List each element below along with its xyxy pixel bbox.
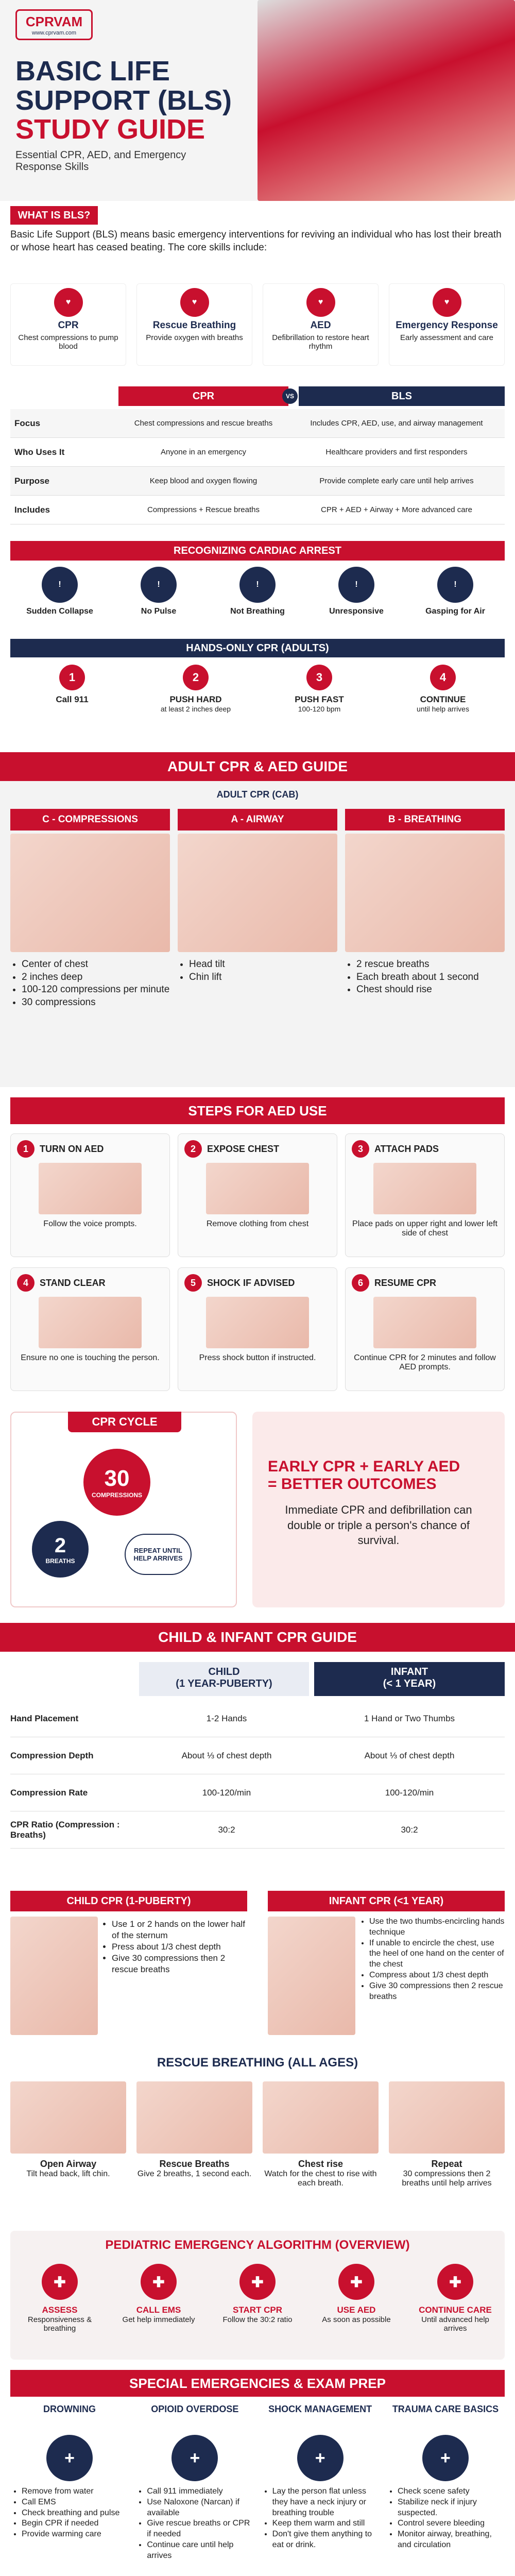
- cab-item: • Head tilt: [189, 958, 337, 971]
- step-number: 3: [306, 665, 332, 690]
- skill-title: Emergency Response: [396, 320, 498, 331]
- skill-card: [389, 283, 505, 366]
- special-item: • Give rescue breaths or CPR if needed: [147, 2518, 254, 2540]
- special-column: [261, 2404, 380, 2562]
- infantcpr-item: • Give 30 compressions then 2 rescue breaths: [369, 1981, 505, 2003]
- arrest-sign: [310, 567, 403, 616]
- special-item: • Begin CPR if needed: [22, 2518, 129, 2529]
- rescue-step: [10, 2081, 126, 2188]
- hands-only-step: [139, 665, 252, 713]
- peds-step: [411, 2264, 499, 2333]
- child-value: 100-120/min: [202, 1787, 251, 1798]
- what-is-bls: [0, 206, 515, 376]
- brand-logo: [15, 9, 93, 40]
- brand-name: CPRVAM: [25, 13, 83, 29]
- aed-step-desc: Place pads on upper right and lower left side of chest: [352, 1219, 497, 1238]
- aed-step-photo: [39, 1163, 142, 1214]
- peds-desc: Responsiveness & breathing: [27, 2315, 92, 2333]
- skill-desc: Defibrillation to restore heart rhythm: [272, 333, 369, 351]
- bls-definition: Basic Life Support (BLS) means basic emergency interventions for reviving an individual who has lost their breath or whose heart has ceased beating. The core skills include:: [10, 229, 502, 253]
- cab-photo: [345, 834, 505, 952]
- skill-card: [10, 283, 126, 366]
- cab-item: • Chin lift: [189, 971, 337, 984]
- child-infant-cpr: [0, 1891, 515, 2045]
- compare-label: Who Uses It: [14, 447, 65, 457]
- step-desc: at least 2 inches deep: [160, 705, 231, 713]
- section-heading: HANDS-ONLY CPR (ADULTS): [10, 639, 505, 657]
- sign-label: Unresponsive: [329, 607, 384, 616]
- compare-row: [10, 409, 505, 438]
- rescue-step: [136, 2081, 252, 2188]
- rescue-desc: 30 compressions then 2 breaths until help arrives: [402, 2170, 492, 2188]
- child-row: [10, 1737, 505, 1774]
- child-row-label: CPR Ratio (Compression : Breaths): [10, 1819, 120, 1840]
- special-item: • Remove from water: [22, 2486, 129, 2497]
- childcpr-item: • Press about 1/3 chest depth: [112, 1941, 247, 1953]
- aed-step: [345, 1267, 505, 1391]
- childcpr-item: • Give 30 compressions then 2 rescue breaths: [112, 1953, 247, 1975]
- hands-only-cpr: [0, 639, 515, 742]
- special-icon: +: [46, 2435, 93, 2481]
- cab-column: [345, 809, 505, 1009]
- skill-title: CPR: [58, 320, 79, 331]
- cab-list: [345, 958, 505, 996]
- aed-step-head: [17, 1140, 163, 1158]
- pediatric-algorithm: [0, 2231, 515, 2365]
- peds-title: USE AED: [337, 2305, 376, 2315]
- special-icon: +: [171, 2435, 218, 2481]
- section-heading: SPECIAL EMERGENCIES & EXAM PREP: [10, 2370, 505, 2397]
- peds-step: [214, 2264, 301, 2333]
- section-heading: CHILD & INFANT CPR GUIDE: [0, 1623, 515, 1652]
- cab-list: [178, 958, 337, 984]
- outcomes-callout: EARLY CPR + EARLY AED = BETTER OUTCOMES Immediate CPR and defibrillation can double or triple a person's chance of survival.: [252, 1412, 505, 1607]
- child-value: 1-2 Hands: [206, 1713, 247, 1723]
- special-item: • Control severe bleeding: [398, 2518, 505, 2529]
- breaths-circle: 2 BREATHS: [32, 1521, 89, 1578]
- section-heading: RESCUE BREATHING (ALL AGES): [157, 2056, 358, 2070]
- hands-only-step: [386, 665, 500, 713]
- aed-step-title: RESUME CPR: [374, 1277, 437, 1288]
- cab-item: • Center of chest: [22, 958, 170, 971]
- cab-label: ADULT CPR (CAB): [216, 789, 299, 800]
- peds-icon: ✚: [239, 2264, 276, 2300]
- aed-step-head: [184, 1140, 331, 1158]
- aed-step-desc: Ensure no one is touching the person.: [21, 1353, 160, 1362]
- child-cpr-photo: [10, 1917, 98, 2035]
- step-number: 2: [184, 1140, 202, 1158]
- adult-cpr-guide: [0, 752, 515, 1087]
- repeat-badge: REPEAT UNTIL HELP ARRIVES: [125, 1534, 192, 1575]
- step-number: 1: [59, 665, 85, 690]
- compare-bls: CPR + AED + Airway + More advanced care: [321, 505, 472, 514]
- rescue-breathing: [0, 2056, 515, 2226]
- aed-step-title: STAND CLEAR: [40, 1277, 106, 1288]
- compare-row: [10, 467, 505, 496]
- child-row-label: Hand Placement: [10, 1713, 79, 1723]
- cab-title: A - AIRWAY: [178, 809, 337, 831]
- peds-title: ASSESS: [42, 2305, 78, 2315]
- infant-cpr-heading: INFANT CPR (<1 YEAR): [268, 1891, 505, 1911]
- special-title: SHOCK MANAGEMENT: [268, 2404, 372, 2414]
- special-icon: +: [297, 2435, 344, 2481]
- compare-bls: Includes CPR, AED, use, and airway management: [310, 419, 483, 428]
- aed-step-title: EXPOSE CHEST: [207, 1143, 280, 1154]
- compare-cpr: Chest compressions and rescue breaths: [134, 419, 273, 428]
- aed-step: [178, 1133, 337, 1257]
- special-list: [10, 2486, 129, 2540]
- section-heading: STEPS FOR AED USE: [10, 1097, 505, 1124]
- section-heading: RECOGNIZING CARDIAC ARREST: [10, 541, 505, 561]
- rescue-desc: Give 2 breaths, 1 second each.: [137, 2170, 252, 2178]
- peds-icon: ✚: [42, 2264, 78, 2300]
- step-number: 5: [184, 1274, 202, 1292]
- special-item: • Don't give them anything to eat or drink.: [272, 2529, 380, 2551]
- sign-icon: !: [42, 567, 78, 603]
- brand-site: www.cprvam.com: [31, 29, 77, 36]
- special-list: [135, 2486, 254, 2562]
- sign-label: Gasping for Air: [425, 607, 485, 616]
- special-item: • Stabilize neck if injury suspected.: [398, 2497, 505, 2519]
- cab-item: • 2 rescue breaths: [356, 958, 505, 971]
- section-heading: ADULT CPR & AED GUIDE: [0, 752, 515, 781]
- rescue-photo: [389, 2081, 505, 2154]
- peds-title: CONTINUE CARE: [419, 2305, 492, 2315]
- child-value: About ⅓ of chest depth: [181, 1750, 272, 1760]
- cab-column: [178, 809, 337, 1009]
- cab-item: • 100-120 compressions per minute: [22, 984, 170, 996]
- childcpr-item: • Use 1 or 2 hands on the lower half of the sternum: [112, 1919, 247, 1941]
- skill-icon: ♥: [306, 288, 335, 317]
- cab-title: B - BREATHING: [345, 809, 505, 831]
- arrest-sign: [112, 567, 205, 616]
- skill-title: Rescue Breathing: [152, 320, 236, 331]
- step-number: 3: [352, 1140, 369, 1158]
- aed-step-head: [352, 1274, 498, 1292]
- rescue-photo: [136, 2081, 252, 2154]
- sign-icon: !: [437, 567, 473, 603]
- aed-step-photo: [373, 1297, 476, 1348]
- cab-column: [10, 809, 170, 1009]
- hands-only-step: [263, 665, 376, 713]
- infant-cpr-photo: [268, 1917, 355, 2035]
- skill-icon: ♥: [54, 288, 83, 317]
- special-item: • Call 911 immediately: [147, 2486, 254, 2497]
- compare-cpr: Anyone in an emergency: [161, 448, 246, 456]
- step-desc: 100-120 bpm: [298, 705, 341, 713]
- infantcpr-item: • Use the two thumbs-encircling hands technique: [369, 1917, 505, 1938]
- rescue-photo: [10, 2081, 126, 2154]
- child-row-label: Compression Depth: [10, 1750, 94, 1760]
- peds-desc: Get help immediately: [122, 2315, 195, 2324]
- aed-step: [10, 1133, 170, 1257]
- arrest-sign: [211, 567, 304, 616]
- rescue-step: [263, 2081, 379, 2188]
- aed-step-desc: Follow the voice prompts.: [43, 1219, 137, 1228]
- peds-title: CALL EMS: [136, 2305, 181, 2315]
- aed-step-desc: Continue CPR for 2 minutes and follow AED prompts.: [354, 1353, 496, 1371]
- cycle-card: [10, 1412, 237, 1607]
- cab-item: • 2 inches deep: [22, 971, 170, 984]
- compare-label: Focus: [14, 418, 41, 428]
- step-title: PUSH FAST: [295, 694, 344, 704]
- special-item: • Provide warming care: [22, 2529, 129, 2540]
- aed-step-desc: Remove clothing from chest: [206, 1219, 309, 1228]
- infantcpr-item: • If unable to encircle the chest, use the heel of one hand on the center of the chest: [369, 1938, 505, 1970]
- special-column: [386, 2404, 505, 2562]
- sign-label: No Pulse: [141, 607, 177, 616]
- aed-step-photo: [373, 1163, 476, 1214]
- sign-label: Sudden Collapse: [26, 607, 93, 616]
- special-item: • Continue care until help arrives: [147, 2540, 254, 2562]
- sign-icon: !: [239, 567, 276, 603]
- special-item: • Lay the person flat unless they have a neck injury or breathing trouble: [272, 2486, 380, 2518]
- rescue-desc: Tilt head back, lift chin.: [26, 2170, 110, 2178]
- cab-photo: [178, 834, 337, 952]
- rescue-photo: [263, 2081, 379, 2154]
- aed-step-title: TURN ON AED: [40, 1143, 104, 1154]
- step-number: 4: [17, 1274, 35, 1292]
- aed-step-photo: [206, 1297, 309, 1348]
- aed-step-head: [184, 1274, 331, 1292]
- infant-value: About ⅓ of chest depth: [364, 1750, 455, 1760]
- aed-step: [178, 1267, 337, 1391]
- page-subtitle: Essential CPR, AED, and Emergency Response Skills: [15, 149, 186, 173]
- child-row: [10, 1774, 505, 1811]
- peds-desc: As soon as possible: [322, 2315, 391, 2324]
- step-number: 4: [430, 665, 456, 690]
- aed-step-title: ATTACH PADS: [374, 1143, 439, 1154]
- rescue-title: Repeat: [431, 2159, 462, 2169]
- compare-bls: Healthcare providers and first responders: [325, 448, 468, 456]
- infantcpr-item: • Compress about 1/3 chest depth: [369, 1970, 505, 1981]
- aed-step-title: SHOCK IF ADVISED: [207, 1277, 295, 1288]
- child-col-header: CHILD (1 YEAR-PUBERTY): [139, 1662, 309, 1696]
- skill-icon: ♥: [433, 288, 461, 317]
- child-row: [10, 1700, 505, 1737]
- peds-desc: Follow the 30:2 ratio: [222, 2315, 293, 2324]
- hero-cpr-photo: [258, 0, 515, 201]
- special-item: • Keep them warm and still: [272, 2518, 380, 2529]
- header: [0, 0, 515, 201]
- compare-cpr: Keep blood and oxygen flowing: [149, 477, 258, 485]
- aed-step-photo: [39, 1297, 142, 1348]
- compare-label: Includes: [14, 504, 50, 515]
- peds-icon: ✚: [338, 2264, 374, 2300]
- cab-item: • Chest should rise: [356, 984, 505, 996]
- skill-title: AED: [310, 320, 331, 331]
- sign-icon: !: [338, 567, 374, 603]
- special-title: DROWNING: [43, 2404, 96, 2414]
- aed-step-head: [17, 1274, 163, 1292]
- sign-icon: !: [141, 567, 177, 603]
- special-emergencies: [0, 2370, 515, 2576]
- child-cpr-heading: CHILD CPR (1-PUBERTY): [10, 1891, 247, 1911]
- rescue-desc: Watch for the chest to rise with each breath.: [264, 2170, 377, 2188]
- special-title: OPIOID OVERDOSE: [151, 2404, 239, 2414]
- rescue-step: [389, 2081, 505, 2188]
- peds-step: [16, 2264, 104, 2333]
- peds-step: [313, 2264, 400, 2333]
- peds-desc: Until advanced help arrives: [421, 2315, 489, 2333]
- cpr-column-header: CPR: [118, 386, 288, 406]
- peds-icon: ✚: [141, 2264, 177, 2300]
- section-heading: PEDIATRIC EMERGENCY ALGORITHM (OVERVIEW): [105, 2238, 410, 2252]
- special-list: [386, 2486, 505, 2551]
- peds-icon: ✚: [437, 2264, 473, 2300]
- aed-steps: [0, 1097, 515, 1406]
- special-item: • Check scene safety: [398, 2486, 505, 2497]
- infant-value: 100-120/min: [385, 1787, 434, 1798]
- child-row: [10, 1811, 505, 1849]
- compare-bls: Provide complete early care until help arrives: [319, 477, 474, 485]
- step-number: 2: [183, 665, 209, 690]
- compare-cpr: Compressions + Rescue breaths: [147, 505, 260, 514]
- special-icon: +: [422, 2435, 469, 2481]
- bls-column-header: BLS: [299, 386, 505, 406]
- rescue-title: Chest rise: [298, 2159, 344, 2169]
- infant-col-header: INFANT (< 1 YEAR): [314, 1662, 505, 1696]
- rescue-title: Open Airway: [40, 2159, 97, 2169]
- special-item: • Use Naloxone (Narcan) if available: [147, 2497, 254, 2519]
- compare-row: [10, 496, 505, 524]
- child-row-label: Compression Rate: [10, 1787, 88, 1798]
- skill-card: [136, 283, 252, 366]
- compare-label: Purpose: [14, 476, 50, 486]
- rescue-title: Rescue Breaths: [159, 2159, 230, 2169]
- sign-label: Not Breathing: [230, 607, 285, 616]
- cardiac-arrest-signs: [0, 541, 515, 634]
- aed-step: [10, 1267, 170, 1391]
- skill-desc: Early assessment and care: [400, 333, 493, 342]
- special-item: • Call EMS: [22, 2497, 129, 2508]
- skill-icon: ♥: [180, 288, 209, 317]
- step-number: 1: [17, 1140, 35, 1158]
- aed-step-photo: [206, 1163, 309, 1214]
- child-value: 30:2: [218, 1824, 235, 1835]
- cab-list: [10, 958, 170, 1009]
- step-title: Call 911: [56, 694, 89, 704]
- section-heading: WHAT IS BLS?: [10, 206, 98, 225]
- compressions-circle: 30 COMPRESSIONS: [83, 1449, 150, 1516]
- peds-title: START CPR: [232, 2305, 282, 2315]
- page-title: BASIC LIFE SUPPORT (BLS) STUDY GUIDE: [15, 56, 232, 145]
- arrest-sign: [13, 567, 106, 616]
- cab-item: • Each breath about 1 second: [356, 971, 505, 984]
- cab-item: • 30 compressions: [22, 996, 170, 1009]
- cab-title: C - COMPRESSIONS: [10, 809, 170, 831]
- aed-step-head: [352, 1140, 498, 1158]
- vs-badge: VS: [282, 388, 298, 404]
- cpr-cycle: [0, 1412, 515, 1613]
- hands-only-step: [15, 665, 129, 713]
- special-item: • Check breathing and pulse: [22, 2508, 129, 2519]
- special-item: • Monitor airway, breathing, and circulation: [398, 2529, 505, 2551]
- step-title: CONTINUE: [420, 694, 466, 704]
- infant-value: 30:2: [401, 1824, 418, 1835]
- skill-desc: Provide oxygen with breaths: [146, 333, 243, 342]
- special-title: TRAUMA CARE BASICS: [392, 2404, 499, 2414]
- step-number: 6: [352, 1274, 369, 1292]
- skill-desc: Chest compressions to pump blood: [18, 333, 118, 351]
- cycle-heading: CPR CYCLE: [68, 1412, 181, 1432]
- skill-card: [263, 283, 379, 366]
- step-title: PUSH HARD: [169, 694, 222, 704]
- arrest-sign: [409, 567, 502, 616]
- aed-step: [345, 1133, 505, 1257]
- aed-step-desc: Press shock button if instructed.: [199, 1353, 316, 1362]
- peds-step: [115, 2264, 202, 2333]
- compare-row: [10, 438, 505, 467]
- step-desc: until help arrives: [417, 705, 469, 713]
- cpr-vs-bls: [0, 386, 515, 536]
- special-column: [135, 2404, 254, 2562]
- special-list: [261, 2486, 380, 2551]
- infant-value: 1 Hand or Two Thumbs: [364, 1713, 455, 1723]
- cab-photo: [10, 834, 170, 952]
- child-infant-guide: [0, 1623, 515, 1886]
- special-column: [10, 2404, 129, 2562]
